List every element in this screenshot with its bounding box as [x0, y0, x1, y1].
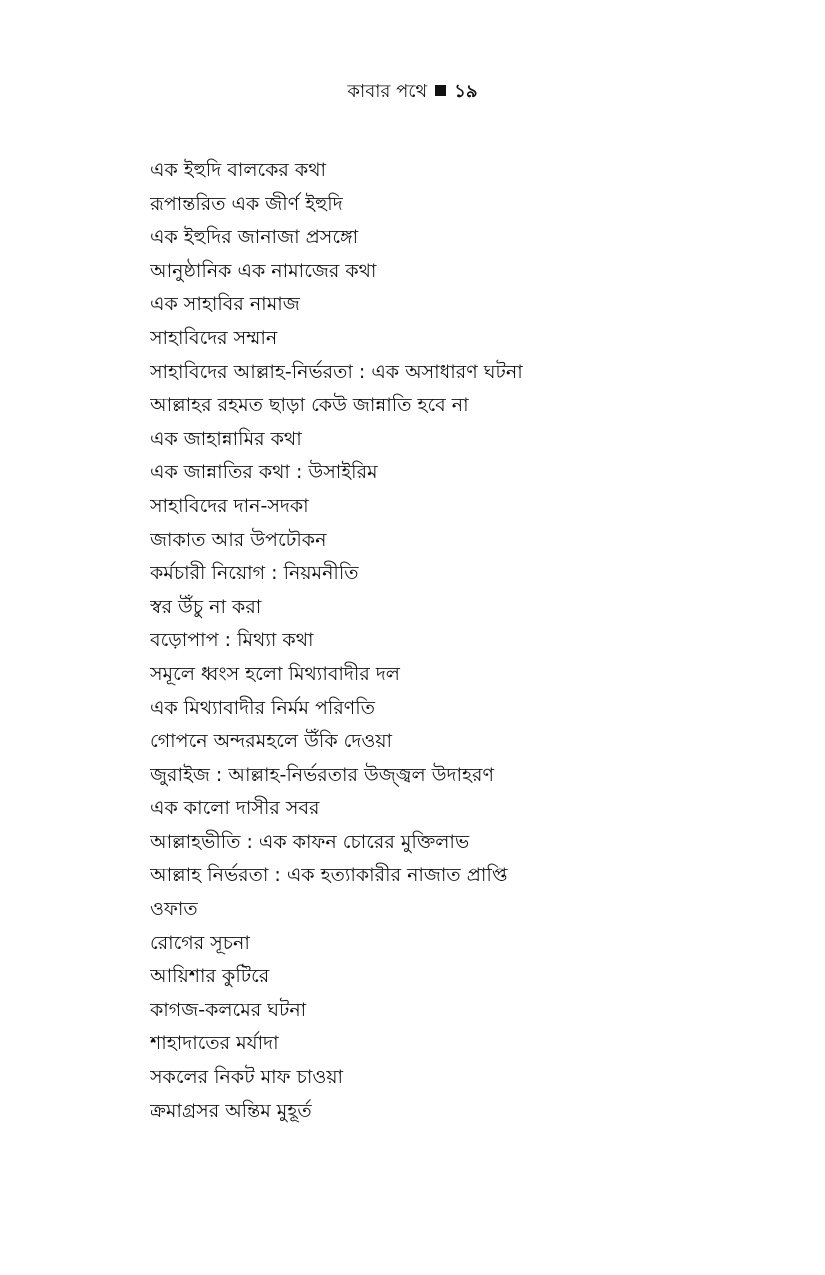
toc-entry: সাহাবিদের সম্মান: [150, 326, 278, 349]
toc-entry: কর্মচারী নিয়োগ : নিয়মনীতি: [150, 562, 359, 585]
toc-entry: ওফাত: [150, 898, 198, 921]
toc-entry: এক জাহান্নামির কথা: [150, 427, 302, 450]
toc-entry: ক্রমাগ্রসর অন্তিম মুহূর্ত: [150, 1099, 312, 1122]
black-square-icon: [435, 85, 446, 96]
toc-entry: এক সাহাবির নামাজ: [150, 293, 300, 316]
toc-entry: সাহাবিদের আল্লাহ-নির্ভরতা : এক অসাধারণ ঘটনা: [150, 360, 523, 383]
toc-entry: সাহাবিদের দান-সদকা: [150, 494, 309, 517]
toc-entry: এক কালো দাসীর সবর: [150, 797, 320, 820]
toc-entry: রোগের সূচনা: [150, 931, 250, 954]
toc-entry: আল্লাহর রহমত ছাড়া কেউ জান্নাতি হবে না: [150, 394, 469, 417]
toc-entry: সমূলে ধ্বংস হলো মিথ্যাবাদীর দল: [150, 662, 400, 685]
toc-entry: আল্লাহভীতি : এক কাফন চোরের মুক্তিলাভ: [150, 830, 470, 853]
toc-entry: কাগজ-কলমের ঘটনা: [150, 998, 307, 1021]
book-title: কাবার পথে: [347, 81, 428, 102]
toc-entry: জুরাইজ : আল্লাহ-নির্ভরতার উজ্জ্বল উদাহরণ: [150, 763, 494, 786]
toc-entry: এক মিথ্যাবাদীর নির্মম পরিণতি: [150, 696, 375, 719]
toc-entry: জাকাত আর উপঢৌকন: [150, 528, 327, 551]
toc-entry: আনুষ্ঠানিক এক নামাজের কথা: [150, 259, 377, 282]
toc-entry: এক জান্নাতির কথা : উসাইরিম: [150, 461, 378, 484]
table-of-contents: [150, 154, 770, 1128]
toc-entry: গোপনে অন্দরমহলে উঁকি দেওয়া: [150, 730, 393, 753]
toc-entry: বড়োপাপ : মিথ্যা কথা: [150, 629, 314, 652]
toc-entry: এক ইহুদি বালকের কথা: [150, 159, 327, 181]
toc-entry: সকলের নিকট মাফ চাওয়া: [150, 1066, 344, 1089]
toc-entry: রূপান্তরিত এক জীর্ণ ইহুদি: [150, 192, 343, 215]
toc-entry: আল্লাহ নির্ভরতা : এক হত্যাকারীর নাজাত প্রাপ্তি: [150, 864, 508, 887]
toc-entry: আয়িশার কুটিরে: [150, 965, 270, 988]
page-number: ১৯: [454, 81, 478, 102]
running-header: [0, 78, 825, 106]
toc-entry: এক ইহুদির জানাজা প্রসঙ্গো: [150, 226, 359, 249]
toc-entry: শাহাদাতের মর্যাদা: [150, 1032, 279, 1055]
toc-entry: স্বর উঁচু না করা: [150, 595, 262, 618]
